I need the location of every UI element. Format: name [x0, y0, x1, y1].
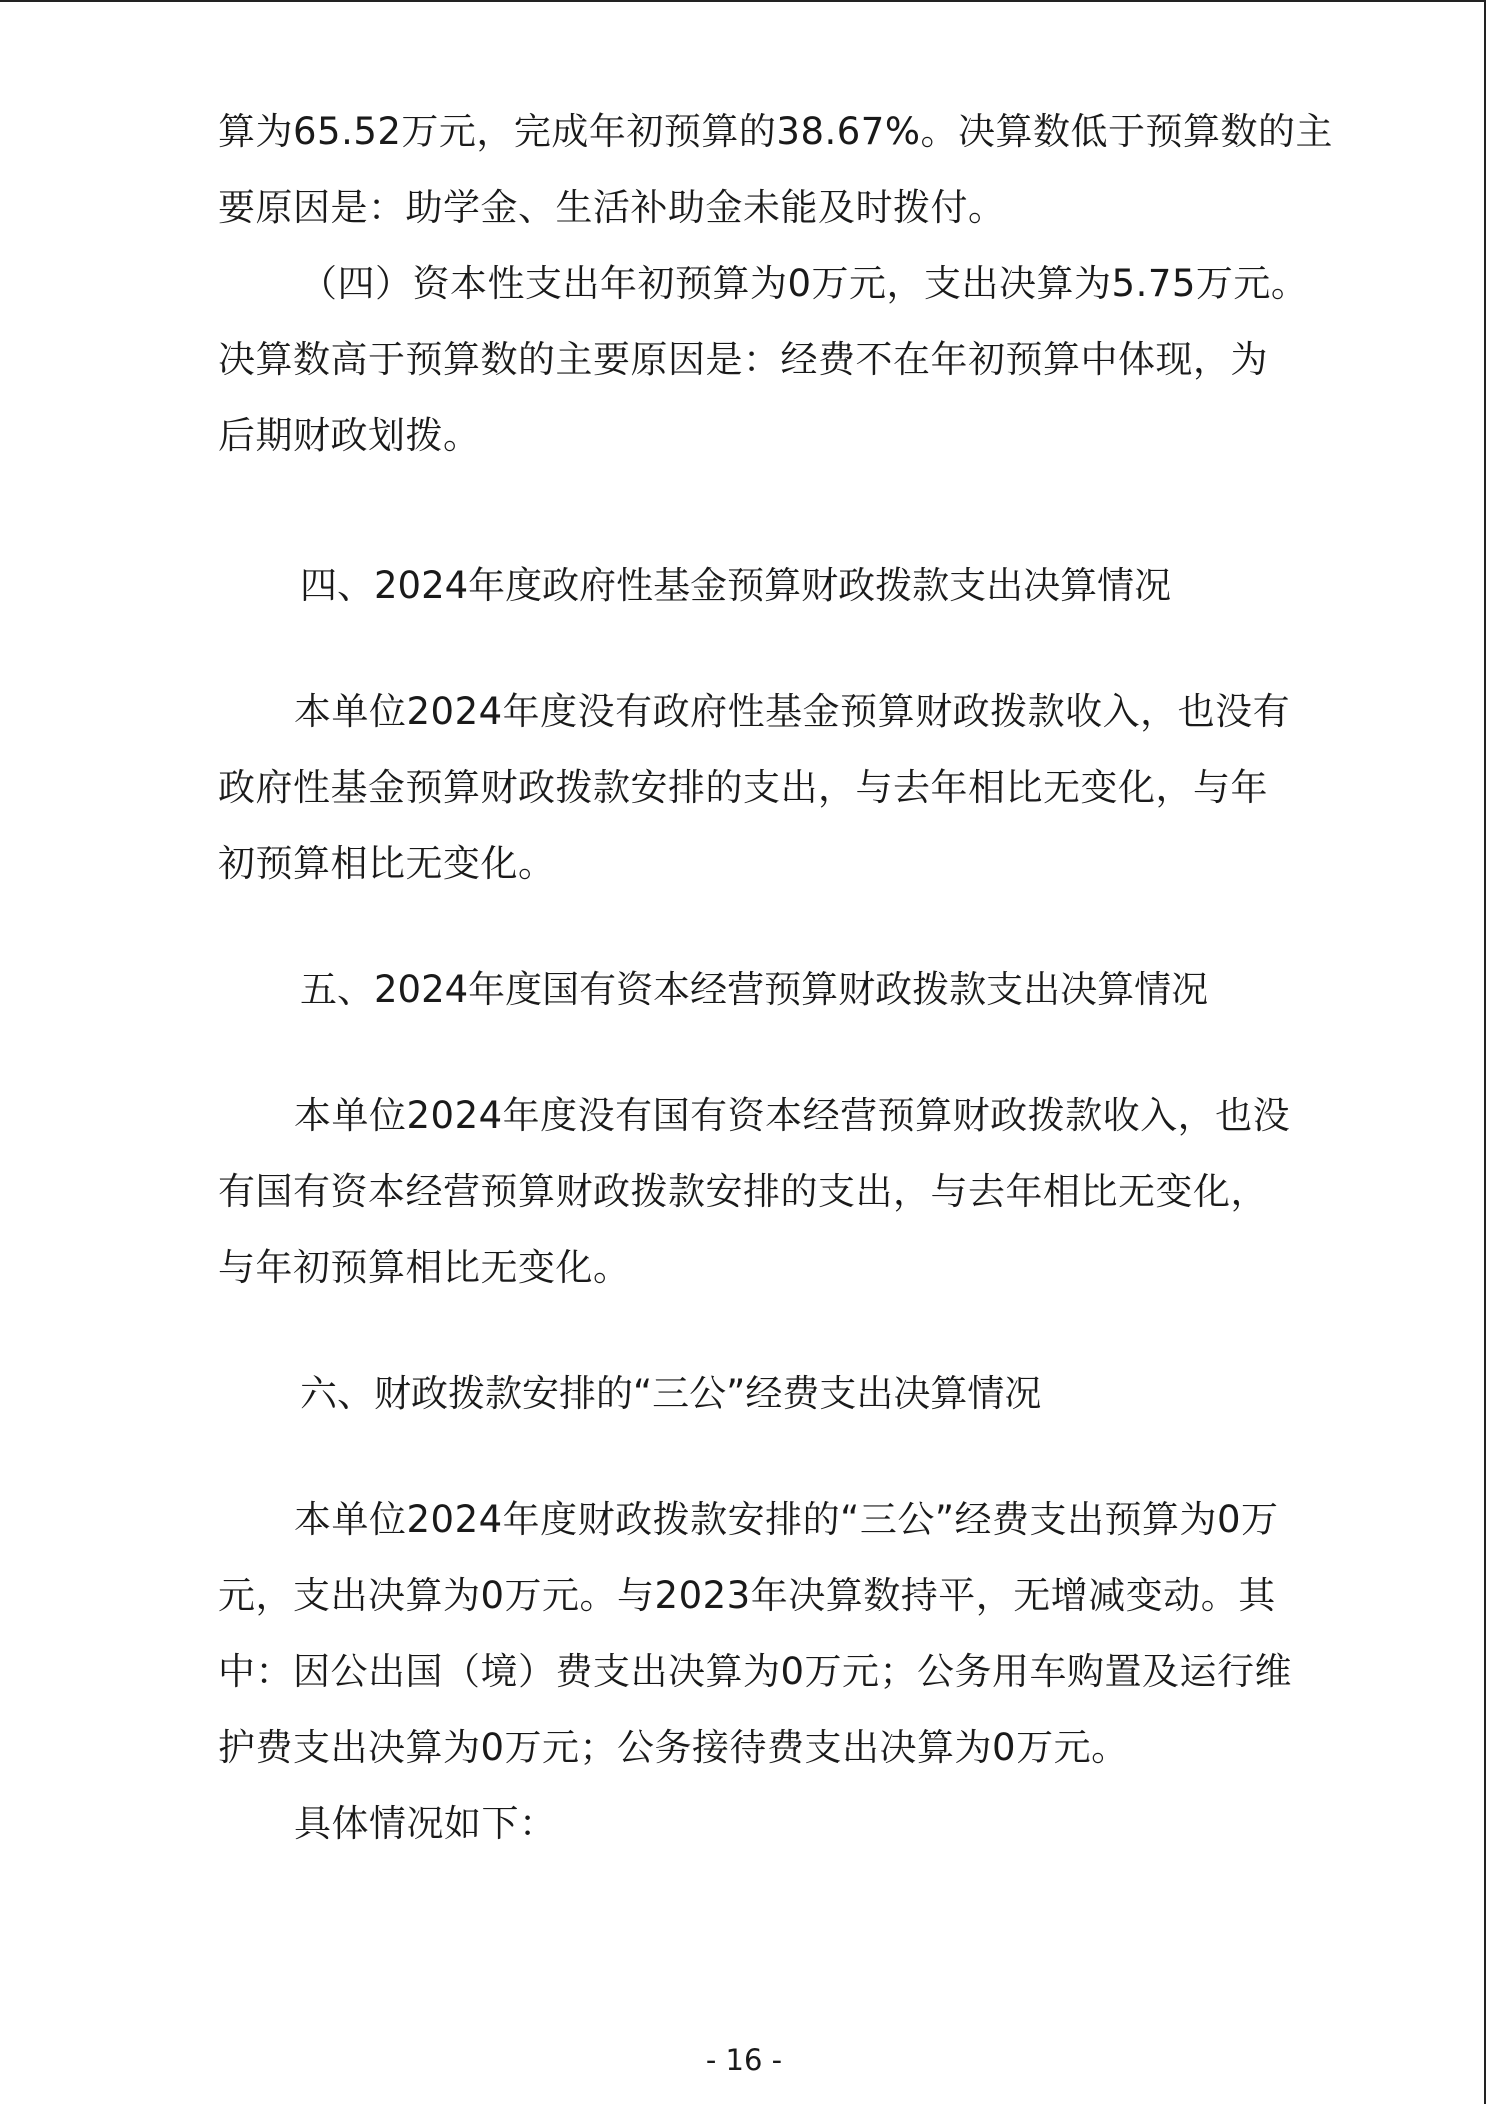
page-number: - 16 -	[705, 2043, 783, 2077]
text-line: 护费支出决算为0万元；公务接待费支出决算为0万元。	[218, 1726, 1129, 1769]
text-line: 中：因公出国（境）费支出决算为0万元；公务用车购置及运行维	[218, 1650, 1293, 1693]
text-line: 决算数高于预算数的主要原因是：经费不在年初预算中体现，为	[218, 338, 1268, 381]
text-line: 算为65.52万元，完成年初预算的38.67%。决算数低于预算数的主	[218, 110, 1334, 153]
section-heading-4: 四、2024年度政府性基金预算财政拨款支出决算情况	[300, 564, 1172, 607]
paragraph-capital-expenditure	[218, 246, 1309, 474]
text-line: 政府性基金预算财政拨款安排的支出，与去年相比无变化，与年	[218, 766, 1268, 809]
text-line: 本单位2024年度没有国有资本经营预算财政拨款收入，也没	[294, 1094, 1291, 1137]
section-heading-6: 六、财政拨款安排的“三公”经费支出决算情况	[300, 1372, 1042, 1415]
text-line: 有国有资本经营预算财政拨款安排的支出，与去年相比无变化，	[218, 1170, 1268, 1213]
text-line: 要原因是：助学金、生活补助金未能及时拨付。	[218, 186, 1006, 229]
text-line: 元，支出决算为0万元。与2023年决算数持平，无增减变动。其	[218, 1574, 1276, 1617]
text-line: 本单位2024年度没有政府性基金预算财政拨款收入，也没有	[294, 690, 1291, 733]
text-line: 初预算相比无变化。	[218, 842, 556, 885]
text-line: 本单位2024年度财政拨款安排的“三公”经费支出预算为0万	[294, 1498, 1279, 1541]
section-heading-5: 五、2024年度国有资本经营预算财政拨款支出决算情况	[300, 968, 1209, 1011]
text-line: （四）资本性支出年初预算为0万元，支出决算为5.75万元。	[300, 262, 1309, 305]
text-line: 具体情况如下：	[294, 1802, 557, 1845]
paragraph-section-4	[218, 674, 1291, 902]
paragraph-section-5	[218, 1078, 1291, 1306]
document-body	[218, 94, 1334, 1862]
paragraph-continuation	[218, 94, 1334, 246]
paragraph-section-6	[218, 1482, 1293, 1862]
text-line: 与年初预算相比无变化。	[218, 1246, 631, 1289]
text-line: 后期财政划拨。	[218, 414, 481, 457]
